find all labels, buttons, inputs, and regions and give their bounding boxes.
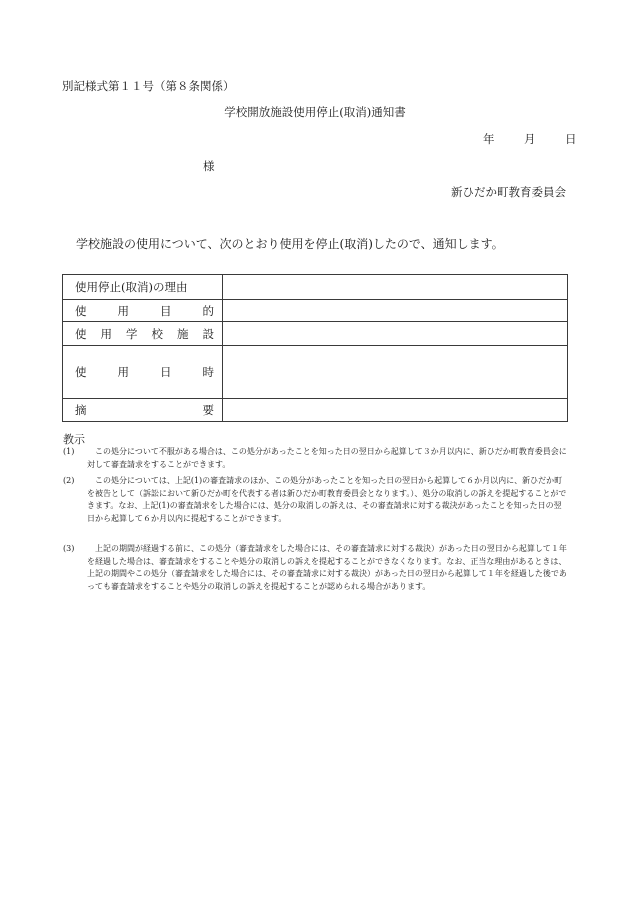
date-month-label: 月 — [524, 132, 536, 146]
table-row — [63, 300, 568, 322]
datetime-label-cell — [63, 346, 223, 399]
label-char: 時 — [202, 365, 214, 379]
note-item — [63, 543, 569, 593]
label-char: 目 — [160, 303, 172, 318]
issuer-name: 新ひだか町教育委員会 — [451, 185, 566, 199]
date-line — [483, 131, 577, 147]
date-day-label: 日 — [565, 132, 577, 146]
note-text: この処分については、上記(1)の審査請求のほか、この処分があったことを知った日の翌日から起算して６か月以内に、新ひだか町を被告として（訴訟において新ひだか町を代表する者は新ひだか町教育委員会となります。）、処分の取消しの訴えを提起することができます。なお、上記(1)の審査請求をした場合には、処分の取消しの訴えは、その審査請求に対する裁決があったことを知った日の翌日から起算して６か月以内に提起することができます。 — [87, 476, 567, 523]
label-char: 学 — [126, 326, 138, 341]
remarks-value-cell[interactable] — [223, 399, 568, 422]
note-item — [63, 446, 569, 471]
datetime-value-cell[interactable] — [223, 346, 568, 399]
label-char: 使 — [75, 326, 87, 341]
label-char: 設 — [202, 326, 214, 341]
label-char: 使 — [75, 303, 87, 318]
table-row — [63, 346, 568, 399]
purpose-value-cell[interactable] — [223, 300, 568, 322]
note-text: 上記の期間が経過する前に、この処分（審査請求をした場合には、その審査請求に対する裁決）があった日の翌日から起算して１年を経過した場合は、審査請求をすることや処分の取消しの訴えを提起することができなくなります。なお、正当な理由があるときは、上記の期間やこの処分（審査請求をした場合には、その審査請求に対する裁決）があった日の翌日から起算して１年を経過した後であっても審査請求をすることや処分の取消しの訴えを提起することが認められる場合があります。 — [87, 544, 567, 591]
label-char: 的 — [202, 303, 214, 318]
note-number: (2) — [63, 476, 75, 485]
label-char: 用 — [100, 326, 112, 341]
remarks-label-cell — [63, 399, 223, 422]
note-item — [63, 475, 569, 525]
usage-info-table — [62, 274, 568, 422]
form-number: 別記様式第１１号（第８条関係） — [62, 79, 235, 93]
reason-value-cell[interactable] — [223, 275, 568, 300]
addressee-suffix: 様 — [203, 159, 215, 173]
note-text: この処分について不服がある場合は、この処分があったことを知った日の翌日から起算して３か月以内に、新ひだか町教育委員会に対して審査請求をすることができます。 — [87, 447, 567, 469]
table-row — [63, 322, 568, 346]
document-title: 学校開放施設使用停止(取消)通知書 — [224, 105, 406, 119]
notice-statement: 学校施設の使用について、次のとおり使用を停止(取消)したので、通知します。 — [76, 237, 504, 251]
notes-heading: 教示 — [63, 433, 85, 446]
label-char: 要 — [202, 403, 214, 417]
label-char: 施 — [177, 326, 189, 341]
reason-label: 使用停止(取消)の理由 — [75, 280, 188, 294]
label-char: 使 — [75, 365, 87, 379]
label-char: 摘 — [75, 403, 87, 417]
date-year-label: 年 — [483, 132, 495, 146]
label-char: 校 — [151, 326, 163, 341]
facility-label — [75, 326, 214, 342]
note-number: (3) — [63, 544, 75, 553]
datetime-label — [75, 364, 214, 380]
label-char: 用 — [117, 303, 129, 318]
remarks-label — [75, 402, 214, 418]
purpose-label — [75, 303, 214, 319]
note-number: (1) — [63, 447, 75, 456]
label-char: 用 — [117, 365, 129, 379]
purpose-label-cell — [63, 300, 223, 322]
table-row — [63, 275, 568, 300]
table-row — [63, 399, 568, 422]
facility-label-cell — [63, 322, 223, 346]
facility-value-cell[interactable] — [223, 322, 568, 346]
label-char: 日 — [160, 365, 172, 379]
reason-label-cell — [63, 275, 223, 300]
